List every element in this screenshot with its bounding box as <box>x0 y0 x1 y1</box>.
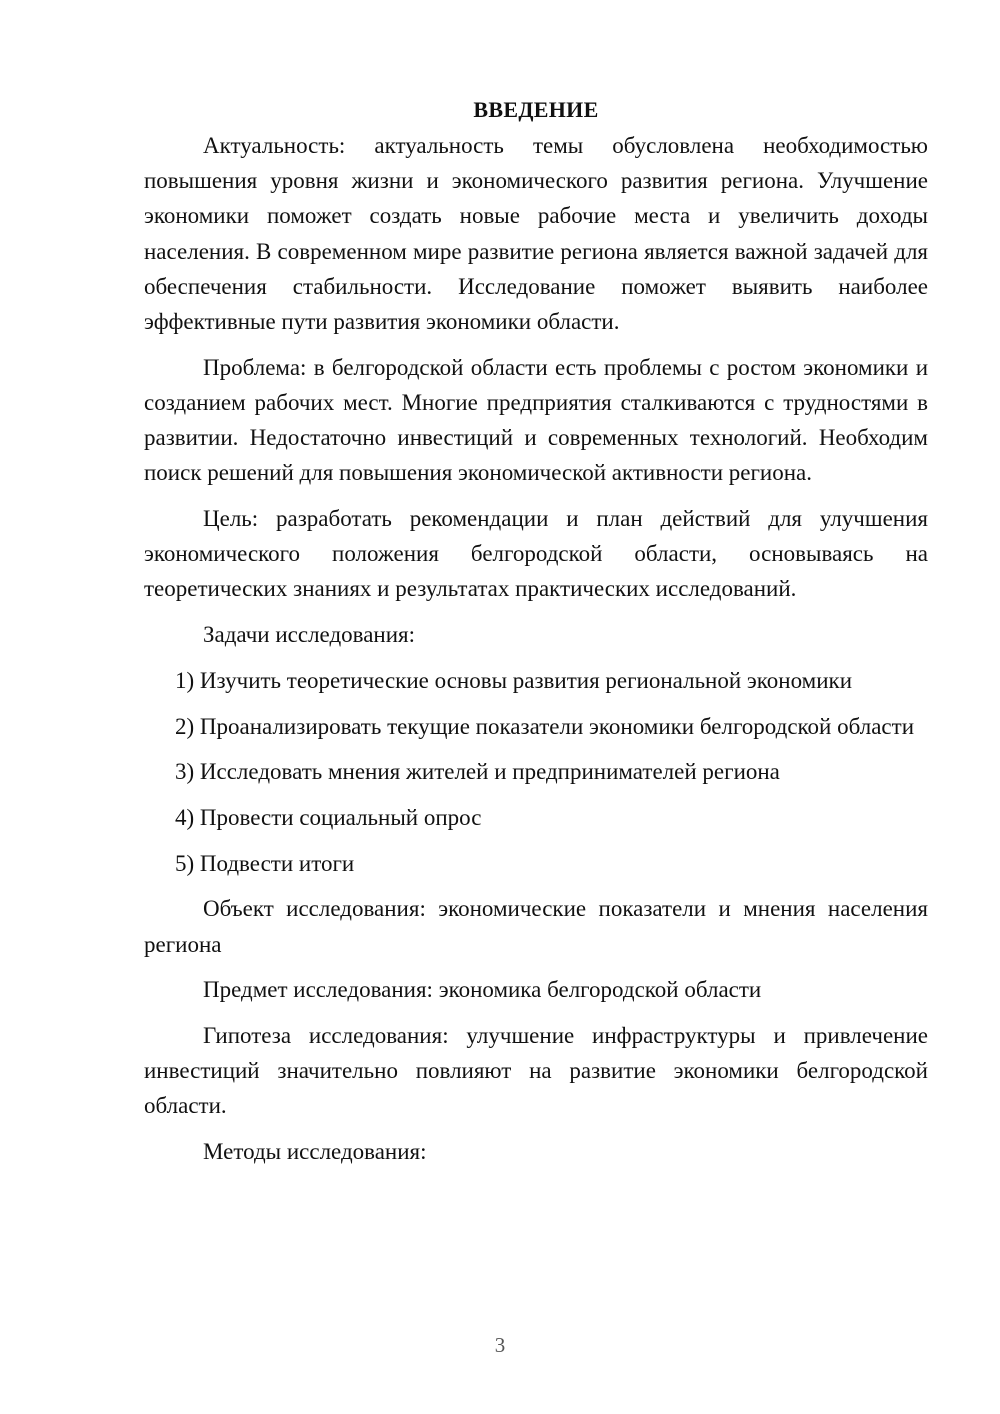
page-title: ВВЕДЕНИЕ <box>473 97 599 122</box>
paragraph-methods-heading: Методы исследования: <box>203 1139 427 1165</box>
tasks-list <box>144 663 928 881</box>
paragraph-subject: Предмет исследования: экономика белгородской области <box>203 977 762 1003</box>
list-item: 2) Проанализировать текущие показатели экономики белгородской области <box>175 713 914 739</box>
list-item: 4) Провести социальный опрос <box>175 804 482 830</box>
document-page <box>144 92 928 1180</box>
page-number: 3 <box>494 1333 506 1357</box>
paragraph-object: Объект исследования: экономические показатели и мнения населения региона <box>144 896 928 957</box>
paragraph-goal: Цель: разработать рекомендации и план действий для улучшения экономического положения белгородской области, основываясь на теоретических знаниях и результатах практических исследований. <box>144 506 928 602</box>
paragraph-hypothesis: Гипотеза исследования: улучшение инфраструктуры и привлечение инвестиций значительно повлияют на развитие экономики белгородской области. <box>144 1022 928 1119</box>
paragraph-relevance: Актуальность: актуальность темы обусловлена необходимостью повышения уровня жизни и экономического развития региона. Улучшение экономики поможет создать новые рабочие места и увеличить доходы населения. В современном мире развитие региона является важной задачей для обеспечения стабильности. Исследование поможет выявить наиболее эффективные пути развития экономики области. <box>144 133 928 335</box>
list-item: 5) Подвести итоги <box>175 850 355 876</box>
list-item: 1) Изучить теоретические основы развития региональной экономики <box>175 667 853 693</box>
list-item: 3) Исследовать мнения жителей и предпринимателей региона <box>175 759 780 785</box>
tasks-heading: Задачи исследования: <box>203 622 416 648</box>
paragraph-problem: Проблема: в белгородской области есть проблемы с ростом экономики и созданием рабочих мест. Многие предприятия сталкиваются с трудностями в развитии. Недостаточно инвестиций и современных технологий. Необходим поиск решений для повышения экономической активности региона. <box>144 354 928 486</box>
